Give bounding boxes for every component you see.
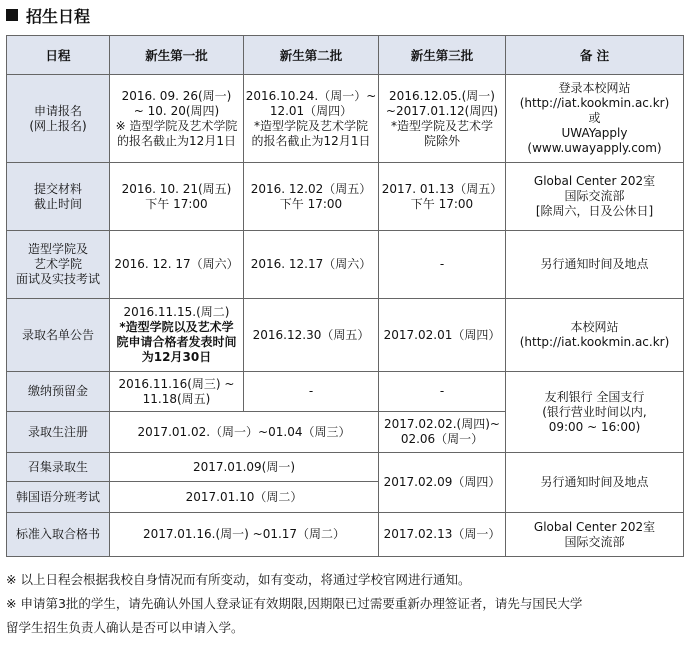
batch3-cell: 2017.02.01（周四） [379, 299, 506, 372]
batch1-cell: 2016.11.16(周三) ~ 11.18(周五) [110, 372, 244, 412]
row-label: 录取生注册 [7, 412, 110, 453]
footnote: 留学生招生负责人确认是否可以申请入学。 [6, 620, 244, 635]
batch1-cell: 2016.11.15.(周二) *造型学院以及艺术学 院申请合格者发表时间 为12月30日 [110, 299, 244, 372]
row-label: 韩国语分班考试 [7, 482, 110, 513]
row-label: 缴纳预留金 [7, 372, 110, 412]
batch12-cell: 2017.01.09(周一) [110, 453, 379, 482]
note-cell: 本校网站 (http://iat.kookmin.ac.kr) [506, 299, 684, 372]
batch1-cell: 2016. 12. 17（周六） [110, 231, 244, 299]
row-label: 录取名单公告 [7, 299, 110, 372]
table-row [7, 513, 684, 557]
header-cell: 新生第一批 [110, 36, 244, 75]
batch2-cell: - [244, 372, 379, 412]
note-cell: 另行通知时间及地点 [506, 453, 684, 513]
square-bullet-icon [6, 9, 18, 21]
note-cell: Global Center 202室 国际交流部 [506, 513, 684, 557]
table-row [7, 231, 684, 299]
schedule-table [6, 35, 684, 557]
footnotes [6, 568, 686, 640]
bank-note-cell: 友利银行 全国支行 (银行营业时间以内, 09:00 ~ 16:00) [506, 372, 684, 453]
batch12-cell: 2017.01.02.（周一）~01.04（周三） [110, 412, 379, 453]
batch1-cell: 2016. 09. 26(周一) ~ 10. 20(周四) ※ 造型学院及艺术学院 的报名截止为12月1日 [110, 75, 244, 163]
batch3-cell: 2016.12.05.(周一) ~2017.01.12(周四) *造型学院及艺术学 院除外 [379, 75, 506, 163]
table-row [7, 75, 684, 163]
batch3-cell: 2017.02.13（周一） [379, 513, 506, 557]
page-title-text: 招生日程 [26, 6, 91, 26]
header-cell: 日程 [7, 36, 110, 75]
row-label: 提交材料 截止时间 [7, 163, 110, 231]
row-label: 申请报名 (网上报名) [7, 75, 110, 163]
batch12-cell: 2017.01.10（周二） [110, 482, 379, 513]
footnote: ※ 申请第3批的学生，请先确认外国人登录证有效期限,因期限已过需要重新办理签证者，请先与国民大学 [6, 596, 583, 611]
batch2-cell: 2016. 12.17（周六） [244, 231, 379, 299]
row-label: 标准入取合格书 [7, 513, 110, 557]
batch2-cell: 2016. 12.02（周五） 下午 17:00 [244, 163, 379, 231]
page-title [6, 3, 90, 27]
note-cell: 另行通知时间及地点 [506, 231, 684, 299]
header-cell: 新生第三批 [379, 36, 506, 75]
table-row [7, 299, 684, 372]
batch3-cell: 2017.02.02.(周四)~ 02.06（周一） [379, 412, 506, 453]
batch3-cell: 2017.02.09（周四） [379, 453, 506, 513]
row-label: 造型学院及 艺术学院 面试及实技考试 [7, 231, 110, 299]
note-cell: Global Center 202室 国际交流部 [除周六，日及公休日] [506, 163, 684, 231]
header-cell: 新生第二批 [244, 36, 379, 75]
batch1-cell: 2016. 10. 21(周五) 下午 17:00 [110, 163, 244, 231]
batch2-cell: 2016.12.30（周五） [244, 299, 379, 372]
table-row [7, 453, 684, 482]
row-label: 召集录取生 [7, 453, 110, 482]
header-cell: 备 注 [506, 36, 684, 75]
note-cell: 登录本校网站 (http://iat.kookmin.ac.kr) 或 UWAYapply (www.uwayapply.com) [506, 75, 684, 163]
table-header-row [7, 36, 684, 75]
batch2-cell: 2016.10.24.（周一）~ 12.01（周四） *造型学院及艺术学院 的报名截止为12月1日 [244, 75, 379, 163]
batch3-cell: 2017. 01.13（周五） 下午 17:00 [379, 163, 506, 231]
footnote: ※ 以上日程会根据我校自身情况而有所变动，如有变动，将通过学校官网进行通知。 [6, 572, 471, 587]
batch3-cell: - [379, 231, 506, 299]
batch3-cell: - [379, 372, 506, 412]
batch12-cell: 2017.01.16.(周一) ~01.17（周二） [110, 513, 379, 557]
table-row [7, 163, 684, 231]
table-row [7, 372, 684, 412]
